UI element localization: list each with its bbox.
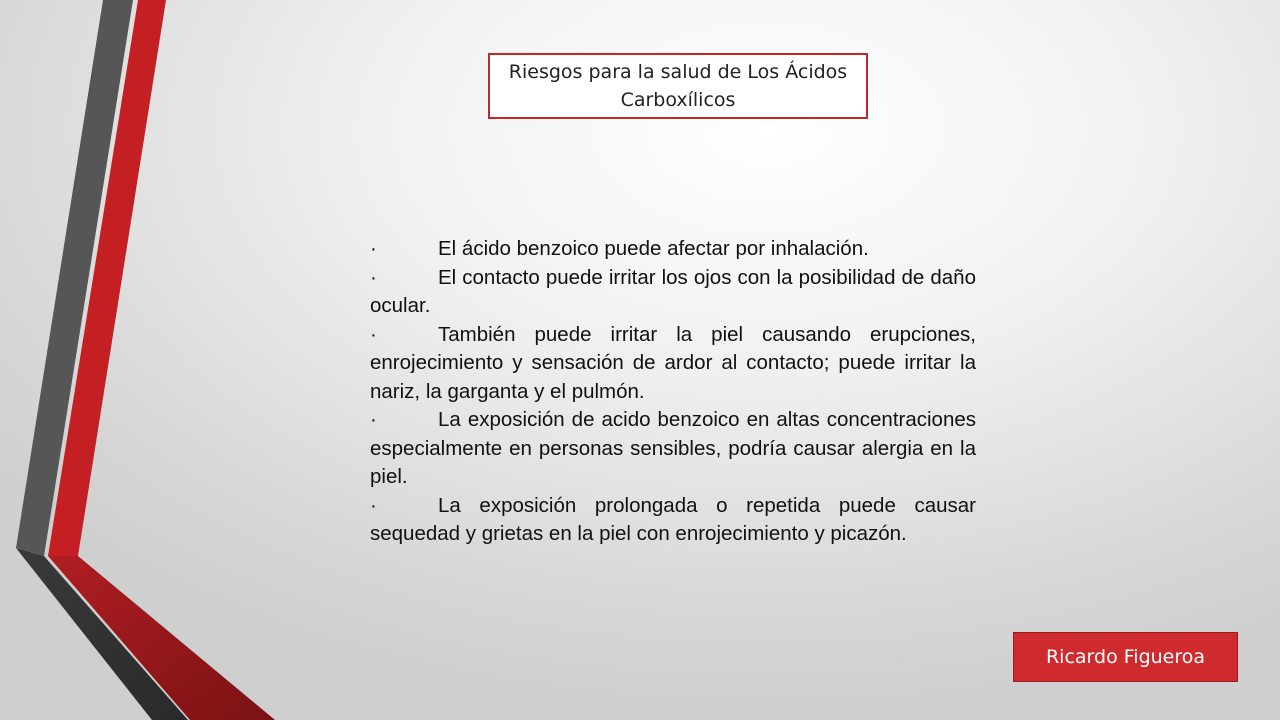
list-item-text: También puede irritar la piel causando erupciones, enrojecimiento y sensación de ardor al contacto; puede irritar la nariz, la garganta y el pulmón. [370, 322, 976, 403]
list-item-text: El contacto puede irritar los ojos con la posibilidad de daño ocular. [370, 265, 976, 317]
list-item-text: La exposición de acido benzoico en altas concentraciones especialmente en personas sensibles, podría causar alergia en la piel. [370, 408, 976, 488]
author-button[interactable] [1013, 632, 1238, 682]
slide-title-box [488, 53, 868, 119]
list-item-text: El ácido benzoico puede afectar por inhalación. [438, 237, 869, 260]
bullet-marker: · [370, 237, 377, 260]
list-item [370, 264, 976, 321]
list-item [370, 406, 976, 492]
author-name: Ricardo Figueroa [1045, 646, 1206, 668]
slide-title: Riesgos para la salud de Los Ácidos Carboxílicos [508, 61, 848, 111]
bullet-marker: · [370, 493, 377, 517]
bullet-marker: · [370, 265, 377, 289]
bullet-marker: · [370, 322, 377, 346]
list-item [370, 235, 976, 264]
bullet-marker: · [370, 408, 377, 431]
list-item [370, 492, 976, 549]
list-item-text: La exposición prolongada o repetida puede causar sequedad y grietas en la piel con enrojecimiento y picazón. [370, 493, 976, 545]
list-item [370, 321, 976, 407]
bullet-list [370, 235, 976, 549]
